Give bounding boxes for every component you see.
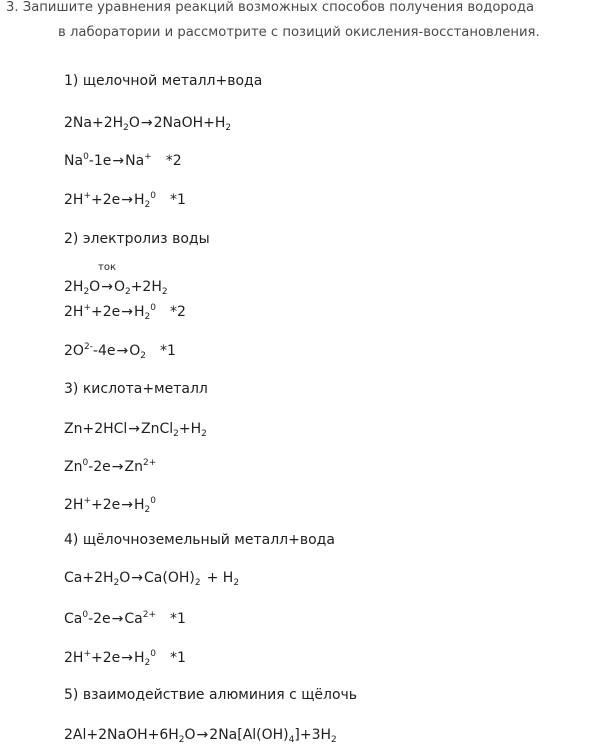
arrow-icon: → [140, 115, 153, 131]
section-1-reduction: $2H^++2e\to H_2^0$ *1 [64, 191, 186, 210]
section-5-equation: $2Al+2NaOH+6H_2O\to 2Na[Al(OH)_4]+3H_2$ [64, 727, 337, 745]
arrow-icon: → [121, 497, 133, 513]
section-4-title: 4) щёлочноземельный металл+вода [64, 532, 335, 548]
task-line-1: 3. Запишите уравнения реакций возможных способов получения водорода [6, 0, 535, 15]
arrow-icon: → [121, 192, 133, 208]
section-2-equation: $2H_2O\to O_2+2H_2$ [64, 279, 168, 297]
arrow-icon: → [131, 570, 144, 586]
arrow-icon: → [111, 459, 124, 475]
section-4-reduction: $2H^++2e\to H_2^0$ *1 [64, 649, 186, 668]
section-3-title: 3) кислота+металл [64, 381, 208, 397]
section-4-oxidation: $Ca^0-2e\to Ca^{2+}$ *1 [64, 610, 186, 627]
section-1-oxidation: $Na^0-1e\to Na^+$ *2 [64, 152, 182, 169]
arrow-icon: → [116, 343, 129, 359]
section-3-reduction: $2H^++2e\to H_2^0$ [64, 496, 156, 515]
arrow-icon: → [121, 304, 133, 320]
section-1-equation: $2Na+2H_2O\to 2NaOH+H_2$ [64, 115, 232, 133]
section-2-oxidation: $2O^{2-}-4e\to O_2$ *1 [64, 342, 176, 361]
section-3-equation: $Zn+2HCl\to ZnCl_2+H_2$ [64, 421, 207, 439]
section-1-title: 1) щелочной металл+вода [64, 73, 263, 89]
arrow-icon: → [111, 611, 124, 627]
section-2-title: 2) электролиз воды [64, 231, 210, 247]
section-5-title: 5) взаимодействие алюминия с щёлочь [64, 687, 358, 703]
arrow-icon: → [101, 279, 113, 295]
section-4-equation: $Ca+2H_2O\to Ca(OH)_2 + H_2$ [64, 570, 240, 588]
task-line-2: в лаборатории и рассмотрите с позиций окисления-восстановления. [58, 25, 540, 40]
section-3-oxidation: $Zn^0-2e\to Zn^{2+}$ [64, 458, 157, 475]
reaction-condition: ток [98, 262, 116, 273]
arrow-icon: → [121, 650, 133, 666]
arrow-icon: → [128, 421, 141, 437]
section-2-reduction: $2H^++2e\to H_2^0$ *2 [64, 303, 186, 322]
arrow-icon: → [112, 153, 125, 169]
arrow-icon: → [196, 727, 209, 743]
